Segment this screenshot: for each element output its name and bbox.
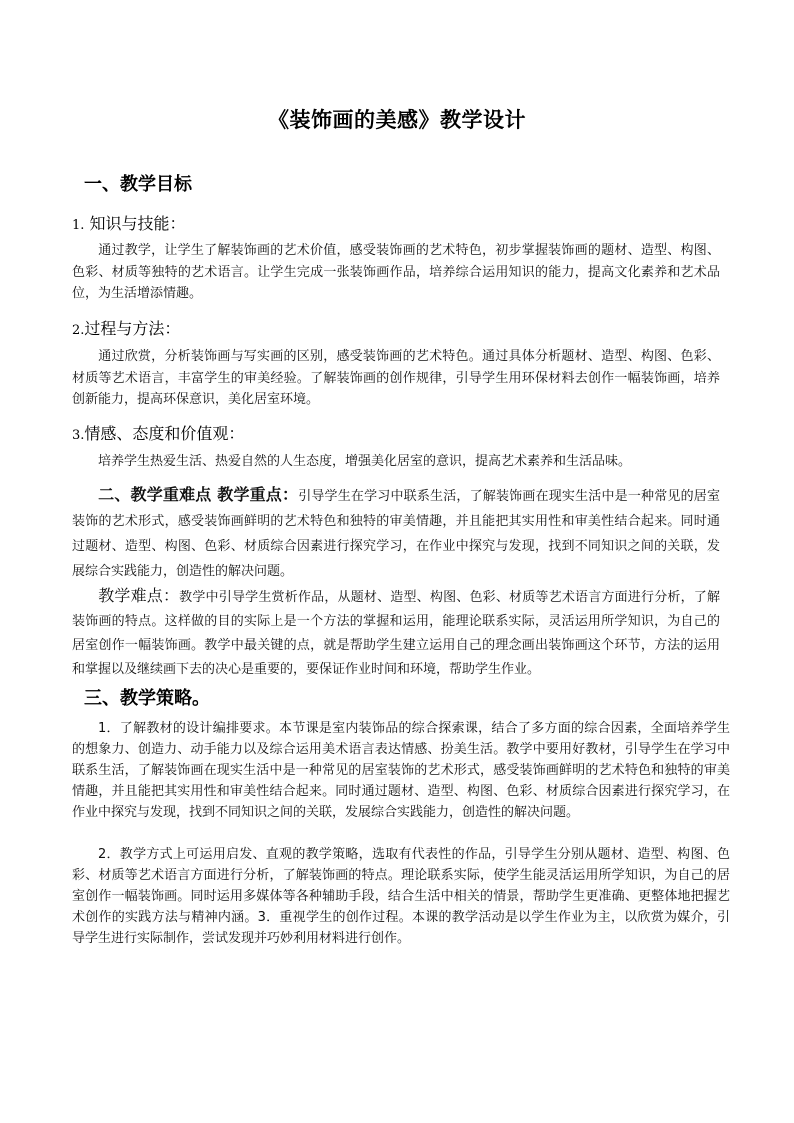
paragraph-text: 1．了解教材的设计编排要求。本节课是室内装饰品的综合探索课，结合了多方面的综合因素，全面培养学生的想象力、创造力、动手能力以及综合运用美术语言表达情感、扮美生活。教学中要用好教材，引导学生在学习中联系生活，了解装饰画在现实生活中是一种常见的居室装饰的艺术形式，感受装饰画鲜明的艺术特色和独特的审美情趣，并且能把其实用性和审美性结合起来。同时通过题材、造型、构图、色彩、材质综合因素进行探究学习，在作业中探究与发现，找到不同知识之间的关联，发展综合实践能力，创造性的解决问题。 bbox=[72, 721, 730, 820]
section-heading-strategy: 三、教学策略。 bbox=[84, 688, 210, 709]
section-heading-objectives: 一、教学目标 bbox=[84, 174, 192, 195]
subsection-heading-difficulty: 教学难点： bbox=[98, 586, 180, 605]
paragraph-text: 培养学生热爱生活、热爱自然的人生态度，增强美化居室的意识，提高艺术素养和生活品味。 bbox=[98, 454, 632, 469]
paragraph-strategy-2 bbox=[72, 844, 730, 949]
subsection-heading-attitude bbox=[72, 421, 244, 444]
paragraph-text: 通过教学，让学生了解装饰画的艺术价值，感受装饰画的艺术特色，初步掌握装饰画的题材、造型、构图、色彩、材质等独特的艺术语言。让学生完成一张装饰画作品，培养综合运用知识的能力，提高文化素养和艺术品位，为生活增添情趣。 bbox=[72, 243, 720, 301]
subsection-heading-process bbox=[72, 316, 180, 339]
paragraph-difficulty bbox=[72, 584, 720, 682]
paragraph-knowledge bbox=[72, 240, 720, 305]
subsection-title: 知识与技能： bbox=[89, 214, 186, 233]
paragraph-text: 2．教学方式上可运用启发、直观的教学策略，选取有代表性的作品，引导学生分别从题材、造型、构图、色彩、材质等艺术语言方面进行分析，了解装饰画的特点。理论联系实际，使学生能灵活运用所学知识，为自己的居室创作一幅装饰画。同时运用多媒体等各种辅助手段，结合生活中相关的情景，帮助学生更准确、更整体地把握艺术创作的实践方法与精神内涵。3．重视学生的创作过程。本课的教学活动是以学生作业为主，以欣赏为媒介，引导学生进行实际制作，尝试发现并巧妙利用材料进行创作。 bbox=[72, 847, 730, 946]
subsection-number: 1. bbox=[72, 218, 85, 233]
paragraph-text: 通过欣赏，分析装饰画与写实画的区别，感受装饰画的艺术特色。通过具体分析题材、造型、构图、色彩、材质等艺术语言，丰富学生的审美经验。了解装饰画的创作规律，引导学生用环保材料去创作一幅装饰画，培养创新能力，提高环保意识，美化居室环境。 bbox=[72, 349, 720, 407]
paragraph-key-points bbox=[72, 482, 720, 584]
section-heading-key-points: 二、教学重难点 教学重点： bbox=[98, 485, 299, 504]
subsection-number: 3. bbox=[72, 428, 85, 443]
paragraph-text: 教学中引导学生赏析作品，从题材、造型、构图、色彩、材质等艺术语言方面进行分析，了解装饰画的特点。这样做的目的实际上是一个方法的掌握和运用，能理论联系实际，灵活运用所学知识，为自己的居室创作一幅装饰画。教学中最关键的点，就是帮助学生建立运用自己的理念画出装饰画这个环节，方法的运用和掌握以及继续画下去的决心是重要的，要保证作业时间和环境，帮助学生作业。 bbox=[72, 590, 720, 677]
subsection-number: 2. bbox=[72, 323, 85, 338]
paragraph-attitude bbox=[72, 451, 720, 473]
document-title: 《装饰画的美感》教学设计 bbox=[268, 107, 526, 132]
subsection-title: 情感、态度和价值观： bbox=[84, 424, 245, 443]
subsection-heading-knowledge bbox=[72, 211, 186, 234]
paragraph-text: 引导学生在学习中联系生活，了解装饰画在现实生活中是一种常见的居室装饰的艺术形式，感受装饰画鲜明的艺术特色和独特的审美情趣，并且能把其实用性和审美性结合起来。同时通过题材、造型、构图、色彩、材质综合因素进行探究学习，在作业中探究与发现，找到不同知识之间的关联，发展综合实践能力，创造性的解决问题。 bbox=[72, 489, 720, 579]
paragraph-strategy-1 bbox=[72, 718, 730, 823]
paragraph-process bbox=[72, 346, 720, 411]
subsection-title: 过程与方法： bbox=[84, 319, 181, 338]
